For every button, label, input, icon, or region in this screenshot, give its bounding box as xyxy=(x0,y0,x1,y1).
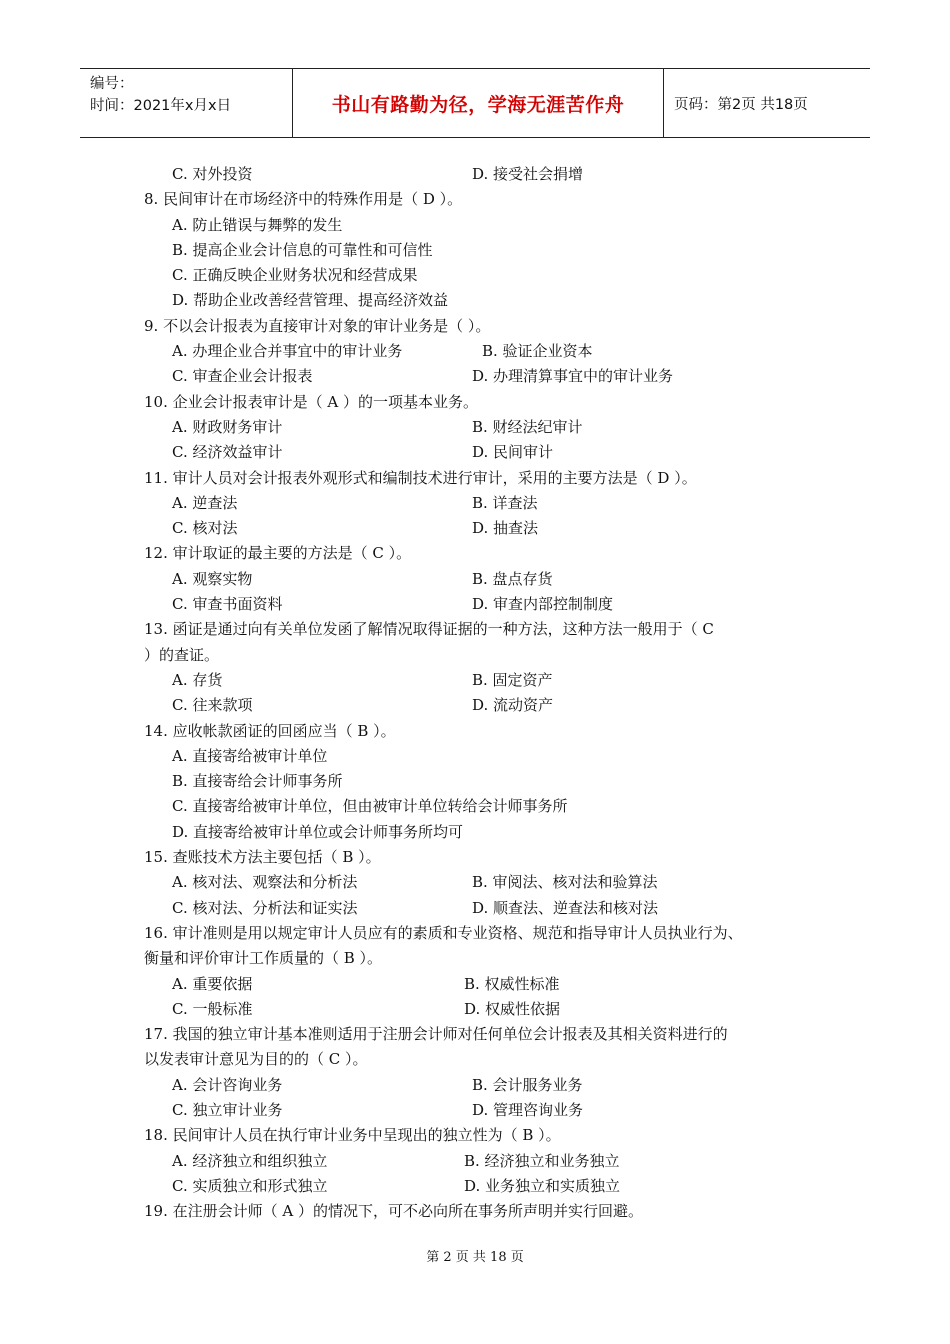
option-left: A. 经济独立和组织独立 xyxy=(172,1151,328,1170)
option-left: C. 独立审计业务 xyxy=(172,1100,283,1119)
option-left: A. 存货 xyxy=(172,670,223,689)
option-row xyxy=(0,415,950,440)
option-left: A. 核对法、观察法和分析法 xyxy=(172,873,358,892)
question-list xyxy=(0,162,950,1224)
option-left: A. 办理企业合并事宜中的审计业务 xyxy=(172,342,403,361)
option-left: A. 会计咨询业务 xyxy=(172,1075,283,1094)
option-left: C. 实质独立和形式独立 xyxy=(172,1176,328,1195)
motto-text: 书山有路勤为径，学海无涯苦作舟 xyxy=(331,93,625,116)
question-line: 以发表审计意见为目的的（ C ）。 xyxy=(144,1050,368,1069)
option-row xyxy=(0,491,950,516)
option-right: D. 管理咨询业务 xyxy=(472,1100,584,1119)
option-left: C. 核对法、分析法和证实法 xyxy=(172,898,358,917)
option-line: D. 帮助企业改善经营管理、提高经济效益 xyxy=(172,291,449,310)
option-left: A. 观察实物 xyxy=(172,569,253,588)
option-left: C. 核对法 xyxy=(172,519,238,538)
option-row xyxy=(0,567,950,592)
option-row xyxy=(0,972,950,997)
option-line: C. 正确反映企业财务状况和经营成果 xyxy=(172,266,418,285)
date-label: 时间：2021年x月x日 xyxy=(90,98,232,114)
option-line: A. 直接寄给被审计单位 xyxy=(172,746,328,765)
option-left: A. 逆查法 xyxy=(172,493,238,512)
option-row xyxy=(0,997,950,1022)
question-line: 11. 审计人员对会计报表外观形式和编制技术进行审计，采用的主要方法是（ D ）。 xyxy=(144,468,697,487)
option-left: A. 财政财务审计 xyxy=(172,417,283,436)
option-row xyxy=(0,668,950,693)
question-line: 9. 不以会计报表为直接审计对象的审计业务是（ ）。 xyxy=(144,316,491,335)
option-line: D. 直接寄给被审计单位或会计师事务所均可 xyxy=(172,822,464,841)
question-line: 12. 审计取证的最主要的方法是（ C ）。 xyxy=(144,544,412,563)
question-line: 15. 查账技术方法主要包括（ B ）。 xyxy=(144,848,381,867)
header-info-cell xyxy=(80,69,293,137)
option-row xyxy=(0,592,950,617)
option-right: B. 盘点存货 xyxy=(472,569,553,588)
page-header xyxy=(80,68,870,138)
question-line: ）的查证。 xyxy=(144,645,220,664)
option-left: C. 一般标准 xyxy=(172,999,253,1018)
option-row xyxy=(0,1098,950,1123)
option-left: C. 审查企业会计报表 xyxy=(172,367,313,386)
option-right: D. 业务独立和实质独立 xyxy=(464,1176,621,1195)
option-line: A. 防止错误与舞弊的发生 xyxy=(172,215,343,234)
page-footer: 第 2 页 共 18 页 xyxy=(426,1250,524,1265)
option-row xyxy=(0,1149,950,1174)
page-code: 页码：第2页 共18页 xyxy=(674,96,808,113)
option-row xyxy=(0,440,950,465)
option-row xyxy=(0,870,950,895)
option-left: A. 重要依据 xyxy=(172,974,253,993)
option-row xyxy=(0,693,950,718)
option-row xyxy=(0,339,950,364)
question-line: 8. 民间审计在市场经济中的特殊作用是（ D ）。 xyxy=(144,190,463,209)
option-right: B. 验证企业资本 xyxy=(482,342,593,361)
option-left: C. 经济效益审计 xyxy=(172,443,283,462)
option-row xyxy=(0,516,950,541)
option-left: C. 对外投资 xyxy=(172,165,253,183)
option-right: B. 固定资产 xyxy=(472,670,553,689)
option-right: D. 办理清算事宜中的审计业务 xyxy=(472,367,674,386)
option-right: B. 财经法纪审计 xyxy=(472,417,583,436)
option-line: B. 直接寄给会计师事务所 xyxy=(172,772,343,791)
question-line: 17. 我国的独立审计基本准则适用于注册会计师对任何单位会计报表及其相关资料进行的 xyxy=(144,1025,728,1044)
option-right: D. 抽查法 xyxy=(472,519,539,538)
question-line: 18. 民间审计人员在执行审计业务中呈现出的独立性为（ B ）。 xyxy=(144,1126,561,1145)
option-line: C. 直接寄给被审计单位，但由被审计单位转给会计师事务所 xyxy=(172,797,568,816)
page-code-cell xyxy=(664,69,870,137)
option-right: D. 权威性依据 xyxy=(464,999,561,1018)
option-right: B. 经济独立和业务独立 xyxy=(464,1151,620,1170)
option-right: B. 会计服务业务 xyxy=(472,1075,583,1094)
option-right: B. 详查法 xyxy=(472,493,538,512)
question-line: 13. 函证是通过向有关单位发函了解情况取得证据的一种方法，这种方法一般用于（ C xyxy=(144,620,714,639)
option-line: B. 提高企业会计信息的可靠性和可信性 xyxy=(172,240,433,259)
option-right: D. 审查内部控制制度 xyxy=(472,595,614,614)
question-line: 14. 应收帐款函证的回函应当（ B ）。 xyxy=(144,721,396,740)
option-row xyxy=(0,1073,950,1098)
option-right: B. 权威性标准 xyxy=(464,974,560,993)
number-label: 编号： xyxy=(90,76,134,92)
question-line: 10. 企业会计报表审计是（ A ）的一项基本业务。 xyxy=(144,392,478,411)
question-line: 16. 审计准则是用以规定审计人员应有的素质和专业资格、规范和指导审计人员执业行为、 xyxy=(144,923,743,942)
option-row xyxy=(0,364,950,389)
option-right: D. 民间审计 xyxy=(472,443,554,462)
question-line: 衡量和评价审计工作质量的（ B ）。 xyxy=(144,949,383,968)
option-left: C. 往来款项 xyxy=(172,696,253,715)
option-row xyxy=(0,896,950,921)
motto-cell xyxy=(293,69,664,137)
option-row xyxy=(0,1174,950,1199)
option-left: C. 审查书面资料 xyxy=(172,595,283,614)
option-right: D. 流动资产 xyxy=(472,696,554,715)
question-line: 19. 在注册会计师（ A ）的情况下，可不必向所在事务所声明并实行回避。 xyxy=(144,1202,643,1221)
option-row xyxy=(0,162,950,187)
option-right: D. 顺查法、逆查法和核对法 xyxy=(472,898,659,917)
option-right: D. 接受社会捐增 xyxy=(472,165,584,183)
option-right: B. 审阅法、核对法和验算法 xyxy=(472,873,658,892)
